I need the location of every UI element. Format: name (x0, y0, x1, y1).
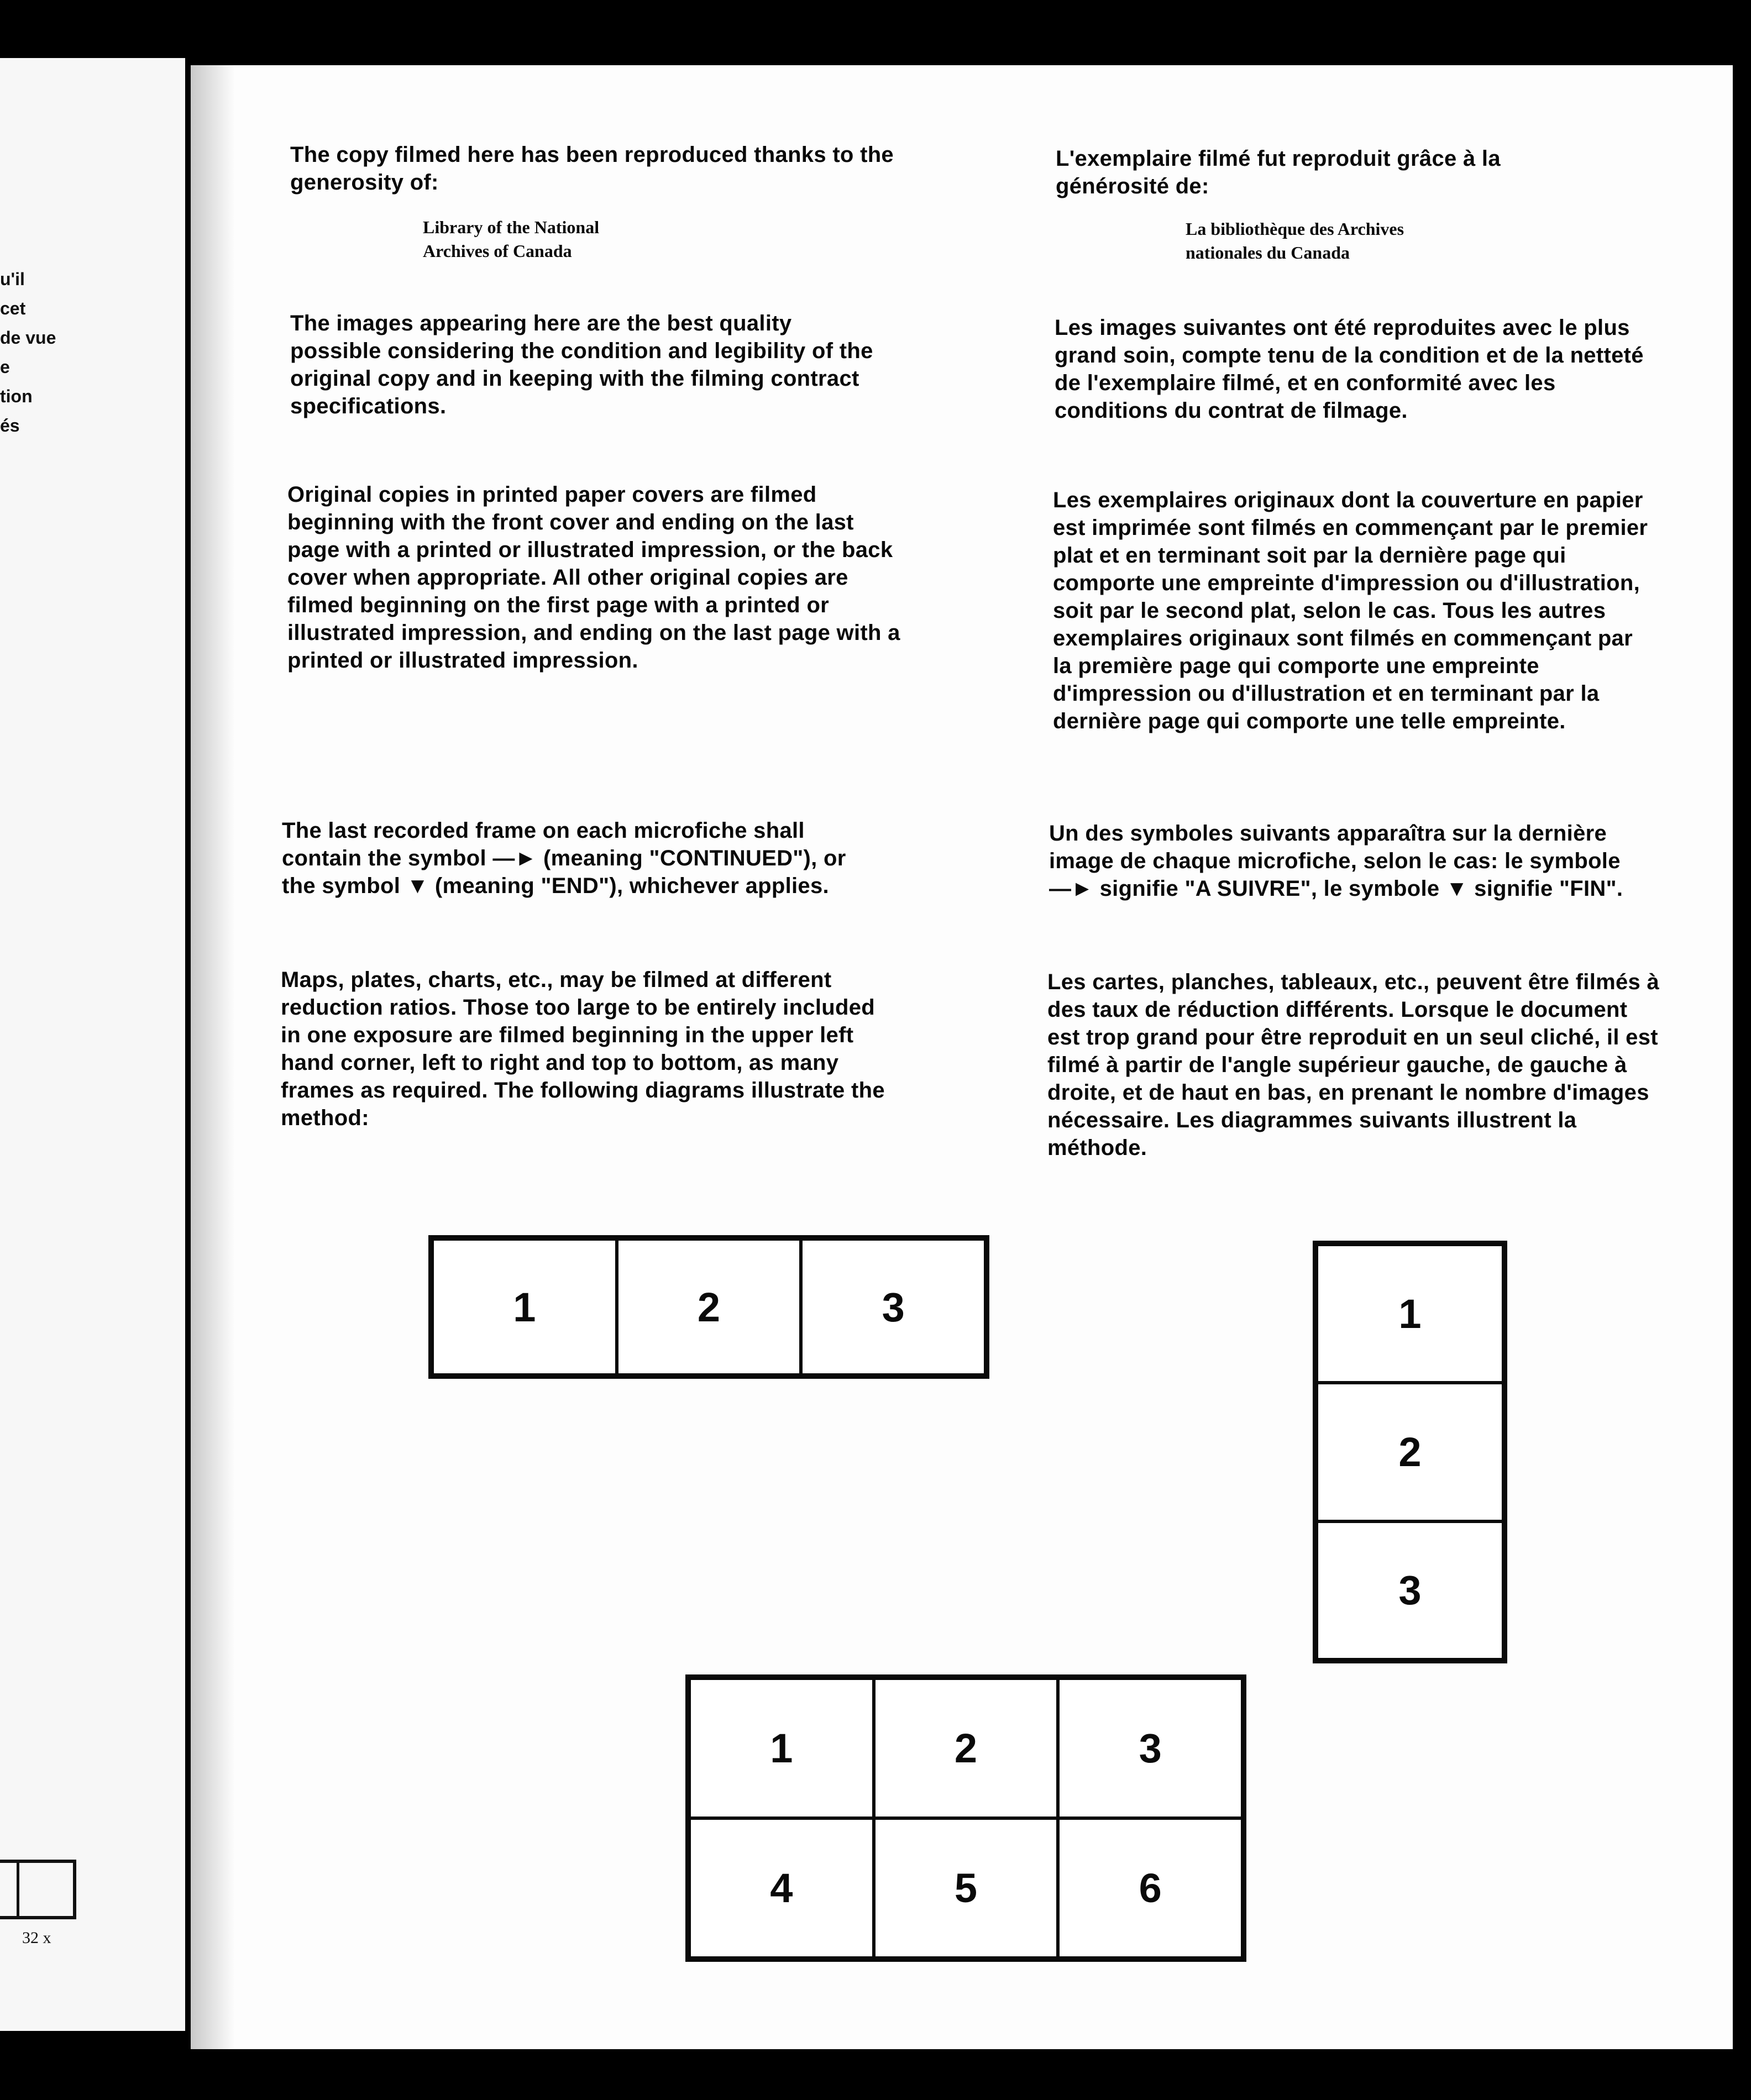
french-intro: L'exemplaire filmé fut reproduit grâce à la générosité de: (1056, 146, 1501, 198)
english-paragraph-maps: Maps, plates, charts, etc., may be filmed at different reduction ratios. Those too large to be entirely included in one exposure are filmed beginning in the upper left hand corner, left to right and top to bottom, as many frames as required. The following diagrams illustrate the method: (281, 968, 885, 1130)
continued-arrow-icon: —► (1049, 876, 1094, 901)
text-fragment: u'il (0, 269, 25, 289)
english-intro: The copy filmed here has been reproduced thanks to the generosity of: (290, 143, 894, 195)
english-paragraph-covers: Original copies in printed paper covers are filmed beginning with the front cover and ending on the last page with a printed or illustrated impression, or the back cover when appropriate. All other original copies are filmed beginning on the first page with a printed or illustrated impression, and ending on the last page with a printed or illustrated impression. (287, 482, 900, 673)
frame-cell: 3 (1317, 1521, 1503, 1660)
frame-cell: 2 (617, 1239, 801, 1375)
english-paragraph-quality: The images appearing here are the best quality possible considering the condition and legibility of the original copy and in keeping with the filming contract specifications. (290, 311, 873, 418)
page-gutter-shadow (191, 65, 235, 2049)
french-paragraph-quality: Les images suivantes ont été reproduites avec le plus grand soin, compte tenu de la condition et de la netteté de l'exemplaire filmé, et en conformité avec les conditions du contrat de filmage. (1055, 316, 1644, 423)
frame-cell: 2 (1317, 1383, 1503, 1521)
text-fragment: e (0, 357, 10, 377)
french-paragraph-symbols: Un des symboles suivants apparaîtra sur la dernière image de chaque microfiche, selon le cas: le symbole —► signifie "A SUIVRE", le symbole ▼ signifie "FIN". (1049, 821, 1623, 901)
frame-cell: 1 (432, 1239, 617, 1375)
text-fragment: tion (0, 386, 33, 406)
text-fragment: de vue (0, 328, 56, 348)
english-library-credit: Library of the National Archives of Canada (423, 217, 600, 261)
french-library-credit: La bibliothèque des Archives nationales du Canada (1186, 219, 1404, 262)
french-paragraph-maps: Les cartes, planches, tableaux, etc., peuvent être filmés à des taux de réduction différents. Lorsque le document est trop grand pour être reproduit en un seul cliché, il est filmé à partir de l'angle supérieur gauche, de gauche à droite, et de haut en bas, en prenant le nombre d'images nécessaire. Les diagrammes suivants illustrent la méthode. (1047, 970, 1660, 1160)
frame-cell: 2 (874, 1678, 1058, 1818)
frame-cell: 6 (1058, 1818, 1243, 1958)
diagram-vertical (1313, 1241, 1507, 1663)
end-triangle-icon: ▼ (406, 874, 429, 898)
frame-cell: 3 (801, 1239, 985, 1375)
diagram-grid (685, 1674, 1246, 1962)
french-paragraph-covers: Les exemplaires originaux dont la couverture en papier est imprimée sont filmés en commençant par le premier plat et en terminant soit par la dernière page qui comporte une empreinte d'impression ou d'illustration, soit par le second plat, selon le cas. Tous les autres exemplaires originaux sont filmés en commençant par la première page qui comporte une empreinte d'impression ou d'illustration et en terminant par la dernière page qui comporte une telle empreinte. (1053, 488, 1648, 733)
text-fragment: és (0, 416, 20, 435)
left-page-fragment (0, 58, 185, 2031)
english-paragraph-symbols: The last recorded frame on each microfiche shall contain the symbol —► (meaning "CONTINUED"), or the symbol ▼ (meaning "END"), whichever applies. (282, 818, 846, 898)
frame-cell: 5 (874, 1818, 1058, 1958)
partial-frame-diagram (0, 1860, 76, 1919)
frame-cell: 4 (689, 1818, 874, 1958)
continued-arrow-icon: —► (492, 846, 537, 870)
end-triangle-icon: ▼ (1445, 876, 1468, 901)
page-number: 32 x (22, 1929, 51, 1947)
diagram-horizontal (428, 1235, 989, 1379)
text-fragment: cet (0, 298, 26, 318)
frame-cell: 1 (1317, 1245, 1503, 1383)
frame-cell: 3 (1058, 1678, 1243, 1818)
frame-cell: 1 (689, 1678, 874, 1818)
